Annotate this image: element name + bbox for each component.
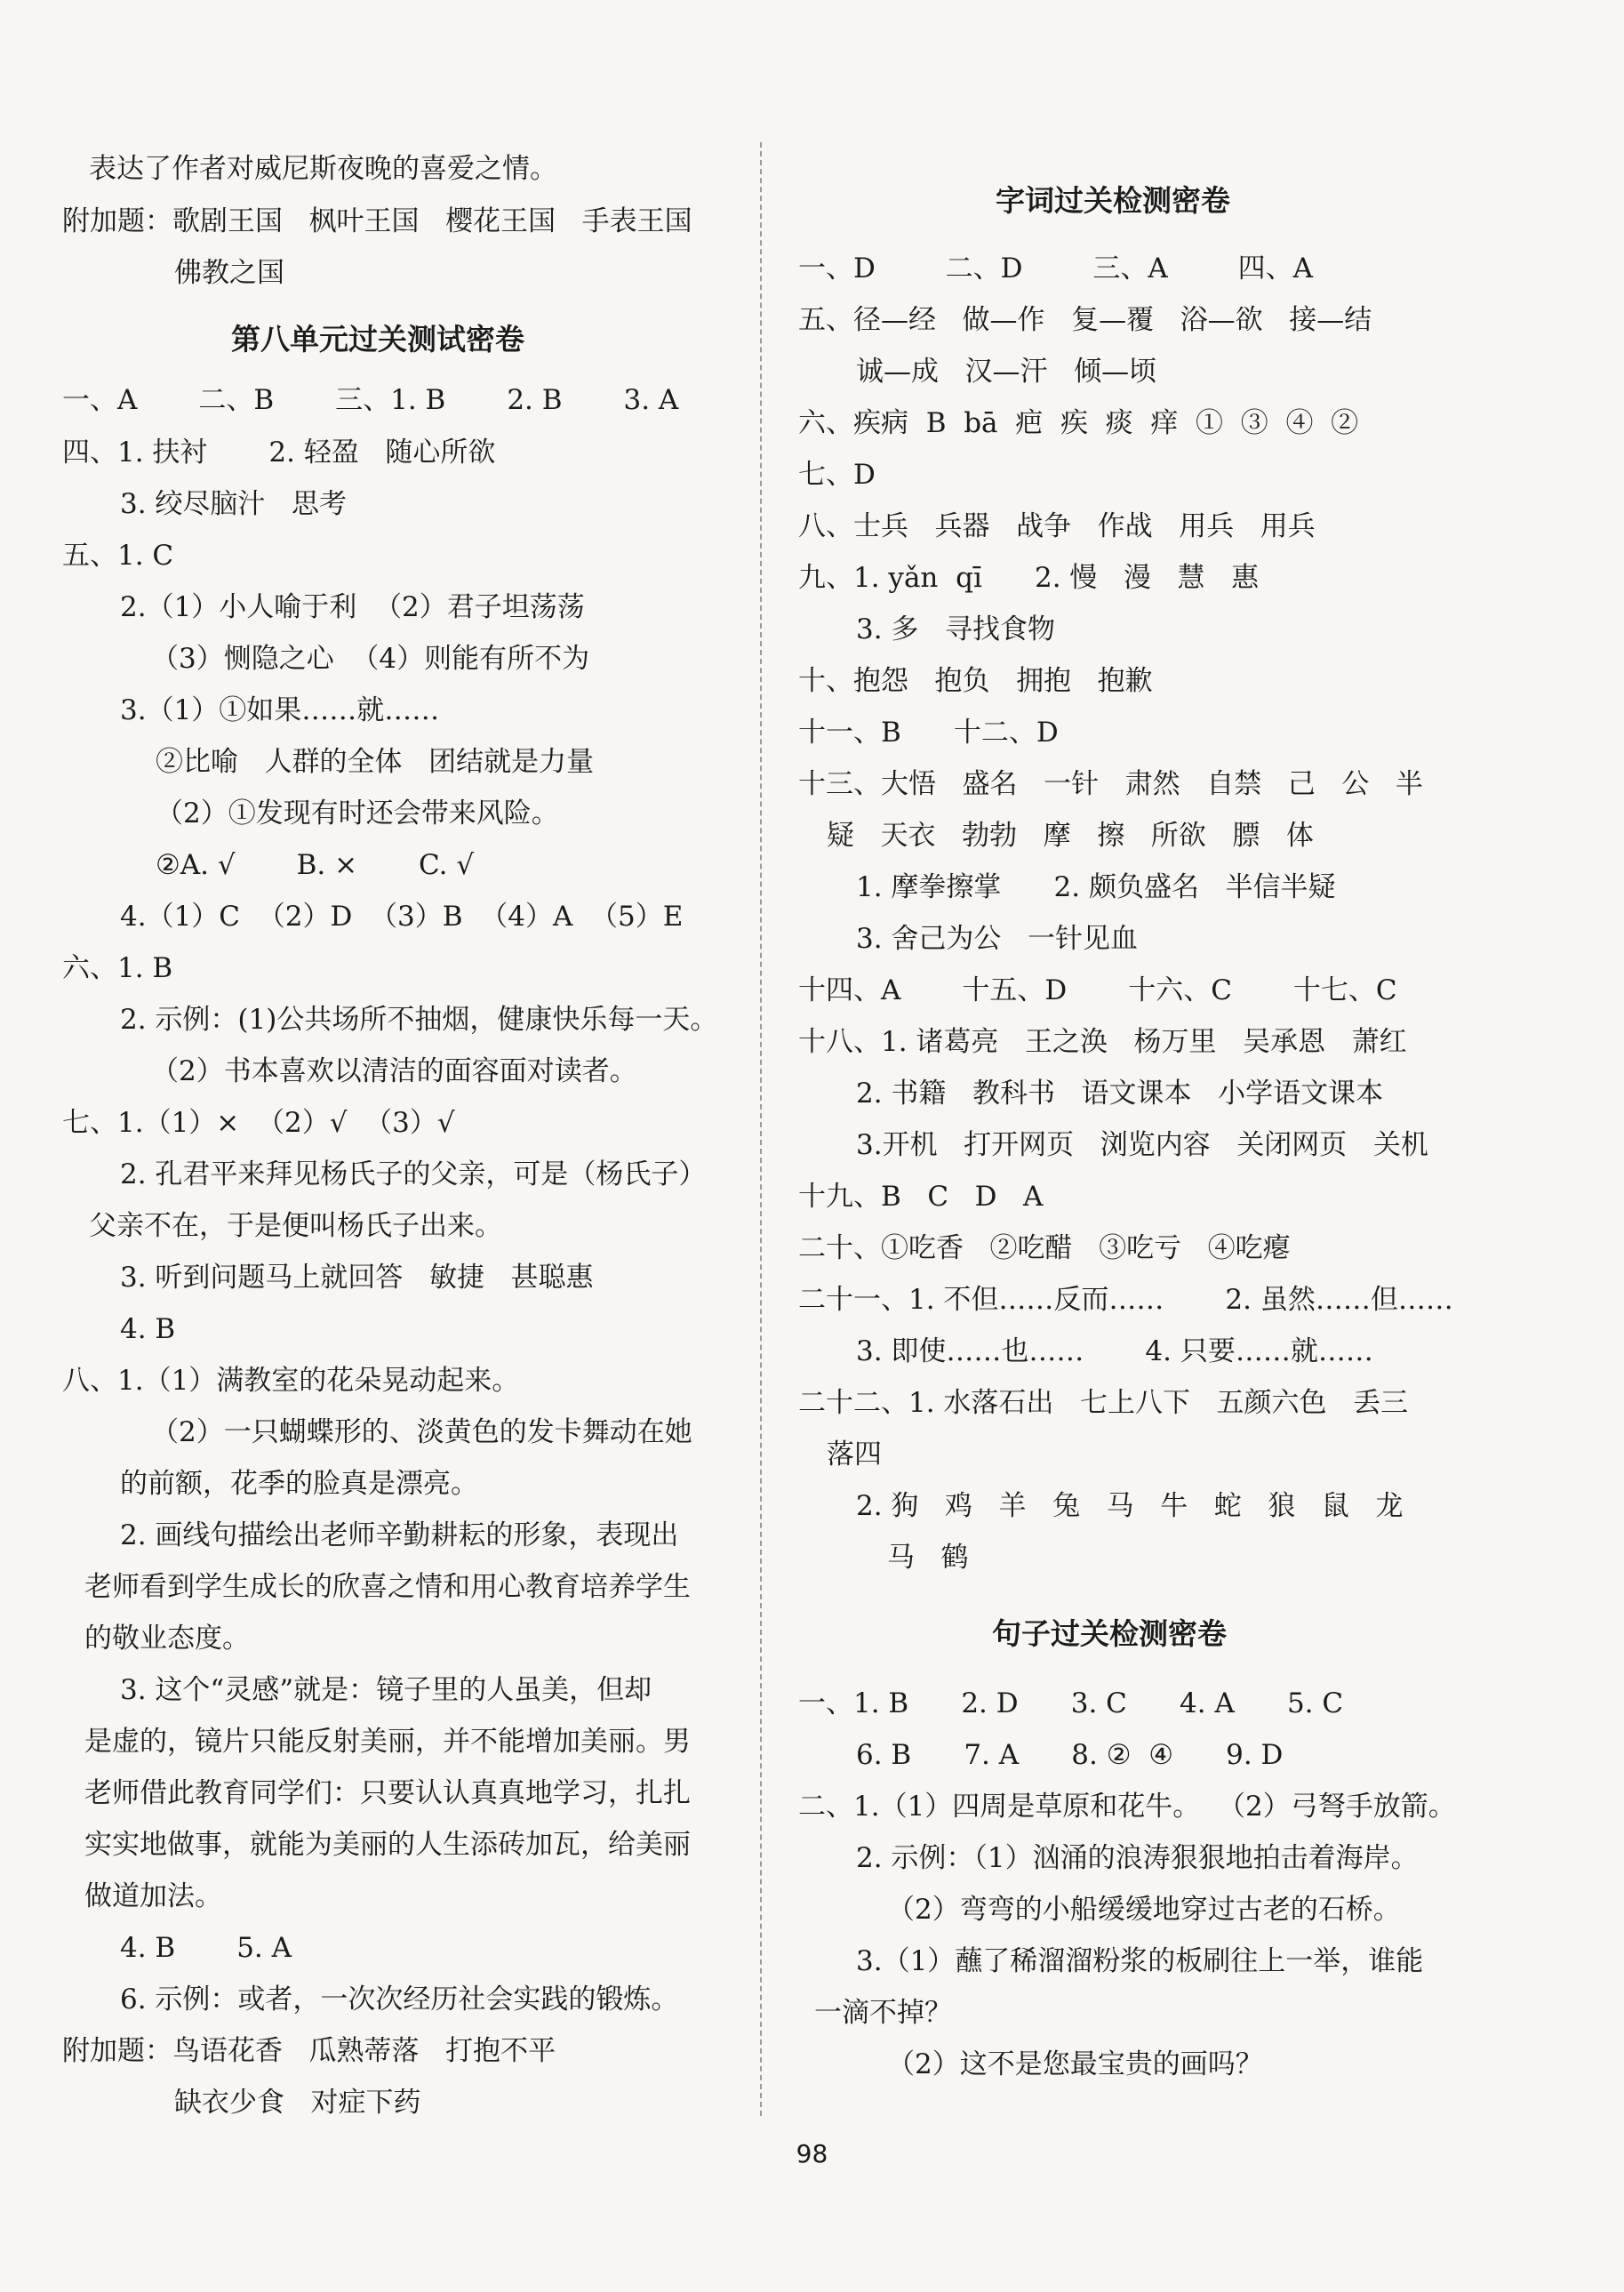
- text-line: 的前额，花季的脸真是漂亮。: [120, 1468, 478, 1500]
- text-line: 十八、1. 诸葛亮 王之涣 杨万里 吴承恩 萧红: [798, 1026, 1407, 1058]
- text-line: 2. 示例：(1)公共场所不抽烟，健康快乐每一天。: [120, 1004, 718, 1036]
- column-divider: [760, 142, 762, 2116]
- text-line: 十九、B C D A: [798, 1181, 1044, 1213]
- text-line: 佛教之国: [174, 257, 284, 289]
- text-line: 6. B 7. A 8. ② ④ 9. D: [856, 1739, 1284, 1771]
- text-line: 疑 天衣 勃勃 摩 擦 所欲 膘 体: [827, 820, 1314, 852]
- text-line: 一、D 二、D 三、A 四、A: [798, 252, 1313, 284]
- text-line: 实实地做事，就能为美丽的人生添砖加瓦，给美丽: [84, 1829, 691, 1861]
- text-line: 父亲不在，于是便叫杨氏子出来。: [89, 1210, 502, 1242]
- text-line: 七、1.（1）× （2）√ （3）√: [62, 1107, 455, 1139]
- text-line: 3. 听到问题马上就回答 敏捷 甚聪惠: [120, 1262, 594, 1294]
- text-line: 3. 绞尽脑汁 思考: [120, 488, 347, 520]
- text-line: 老师借此教育同学们：只要认认真真地学习，扎扎: [84, 1777, 691, 1809]
- text-line: 六、1. B: [62, 952, 173, 984]
- text-line: 一、1. B 2. D 3. C 4. A 5. C: [798, 1687, 1344, 1719]
- text-line: 2. 画线句描绘出老师辛勤耕耘的形象，表现出: [120, 1519, 679, 1551]
- text-line: 十三、大悟 盛名 一针 肃然 自禁 己 公 半: [798, 768, 1423, 800]
- text-line: 2. 示例：（1）汹涌的浪涛狠狠地拍击着海岸。: [856, 1842, 1419, 1874]
- text-line: （3）恻隐之心 （4）则能有所不为: [151, 643, 590, 675]
- text-line: 附加题：歌剧王国 枫叶王国 樱花王国 手表王国: [62, 205, 692, 237]
- text-line: 五、1. C: [62, 540, 174, 572]
- text-line: 一、A 二、B 三、1. B 2. B 3. A: [62, 384, 679, 416]
- text-line: 3. 即使……也…… 4. 只要……就……: [856, 1335, 1373, 1367]
- text-line: ②A. √ B. × C. √: [156, 849, 475, 881]
- text-line: 3.开机 打开网页 浏览内容 关闭网页 关机: [856, 1129, 1428, 1161]
- text-line: 六、疾病 B bā 疤 疾 痰 痒 ① ③ ④ ②: [798, 407, 1359, 439]
- text-line: （2）书本喜欢以清洁的面容面对读者。: [151, 1055, 637, 1087]
- text-line: 二、1.（1）四周是草原和花牛。 （2）弓弩手放箭。: [798, 1791, 1456, 1823]
- text-line: 十一、B 十二、D: [798, 717, 1059, 749]
- text-line: 五、径—经 做—作 复—覆 浴—欲 接—结: [798, 304, 1372, 336]
- text-line: 2. 狗 鸡 羊 兔 马 牛 蛇 狼 鼠 龙: [856, 1490, 1404, 1522]
- text-line: 落四: [827, 1439, 882, 1471]
- text-line: 马 鹤: [887, 1542, 969, 1574]
- text-line: 八、1.（1）满教室的花朵晃动起来。: [62, 1365, 520, 1397]
- section-title: 句子过关检测密卷: [992, 1616, 1227, 1651]
- text-line: （2）这不是您最宝贵的画吗？: [887, 2048, 1263, 2080]
- text-line: 老师看到学生成长的欣喜之情和用心教育培养学生: [84, 1571, 691, 1603]
- text-line: 诚—成 汉—汗 倾—顷: [856, 356, 1157, 388]
- text-line: 一滴不掉？: [814, 1997, 952, 2029]
- text-line: 十、抱怨 抱负 拥抱 抱歉: [798, 665, 1153, 697]
- text-line: 3.（1）蘸了稀溜溜粉浆的板刷往上一举，谁能: [856, 1945, 1424, 1977]
- text-line: 1. 摩拳擦掌 2. 颇负盛名 半信半疑: [856, 871, 1336, 903]
- text-line: 做道加法。: [84, 1880, 222, 1912]
- section-title: 第八单元过关测试密卷: [231, 322, 524, 357]
- text-line: （2）弯弯的小船缓缓地穿过古老的石桥。: [887, 1894, 1401, 1926]
- text-line: 七、D: [798, 459, 876, 491]
- text-line: 表达了作者对威尼斯夜晚的喜爱之情。: [89, 153, 557, 185]
- text-line: 的敬业态度。: [84, 1623, 250, 1655]
- text-line: 四、1. 扶衬 2. 轻盈 随心所欲: [62, 437, 496, 469]
- section-title: 字词过关检测密卷: [996, 183, 1230, 218]
- text-line: 附加题：鸟语花香 瓜熟蒂落 打抱不平: [62, 2035, 556, 2067]
- text-line: 6. 示例：或者，一次次经历社会实践的锻炼。: [120, 1983, 679, 2016]
- text-line: 3.（1）①如果……就……: [120, 694, 440, 726]
- page-number: 98: [796, 2139, 828, 2168]
- text-line: （2）一只蝴蝶形的、淡黄色的发卡舞动在她: [151, 1416, 692, 1448]
- text-line: 八、士兵 兵器 战争 作战 用兵 用兵: [798, 510, 1316, 542]
- text-line: 二十二、1. 水落石出 七上八下 五颜六色 丢三: [798, 1387, 1409, 1419]
- text-line: 3. 这个“灵感”就是：镜子里的人虽美，但却: [120, 1674, 652, 1706]
- text-line: 二十一、1. 不但……反而…… 2. 虽然……但……: [798, 1284, 1453, 1316]
- text-line: 缺衣少食 对症下药: [174, 2087, 421, 2119]
- text-line: 2.（1）小人喻于利 （2）君子坦荡荡: [120, 591, 585, 623]
- text-line: 4. B: [120, 1313, 176, 1345]
- text-line: 4. B 5. A: [120, 1932, 292, 1964]
- text-line: 九、1. yǎn qī 2. 慢 漫 慧 惠: [798, 562, 1260, 594]
- text-line: 4.（1）C （2）D （3）B （4）A （5）E: [120, 901, 684, 933]
- text-line: 3. 多 寻找食物: [856, 613, 1055, 645]
- text-line: 十四、A 十五、D 十六、C 十七、C: [798, 974, 1397, 1006]
- text-line: （2）①发现有时还会带来风险。: [156, 797, 559, 829]
- text-line: ②比喻 人群的全体 团结就是力量: [156, 746, 595, 778]
- text-line: 二十、①吃香 ②吃醋 ③吃亏 ④吃瘪: [798, 1232, 1291, 1264]
- text-line: 2. 孔君平来拜见杨氏子的父亲，可是（杨氏子）: [120, 1158, 707, 1190]
- text-line: 是虚的，镜片只能反射美丽，并不能增加美丽。男: [84, 1726, 691, 1758]
- text-line: 2. 书籍 教科书 语文课本 小学语文课本: [856, 1078, 1384, 1110]
- text-line: 3. 舍己为公 一针见血: [856, 923, 1138, 955]
